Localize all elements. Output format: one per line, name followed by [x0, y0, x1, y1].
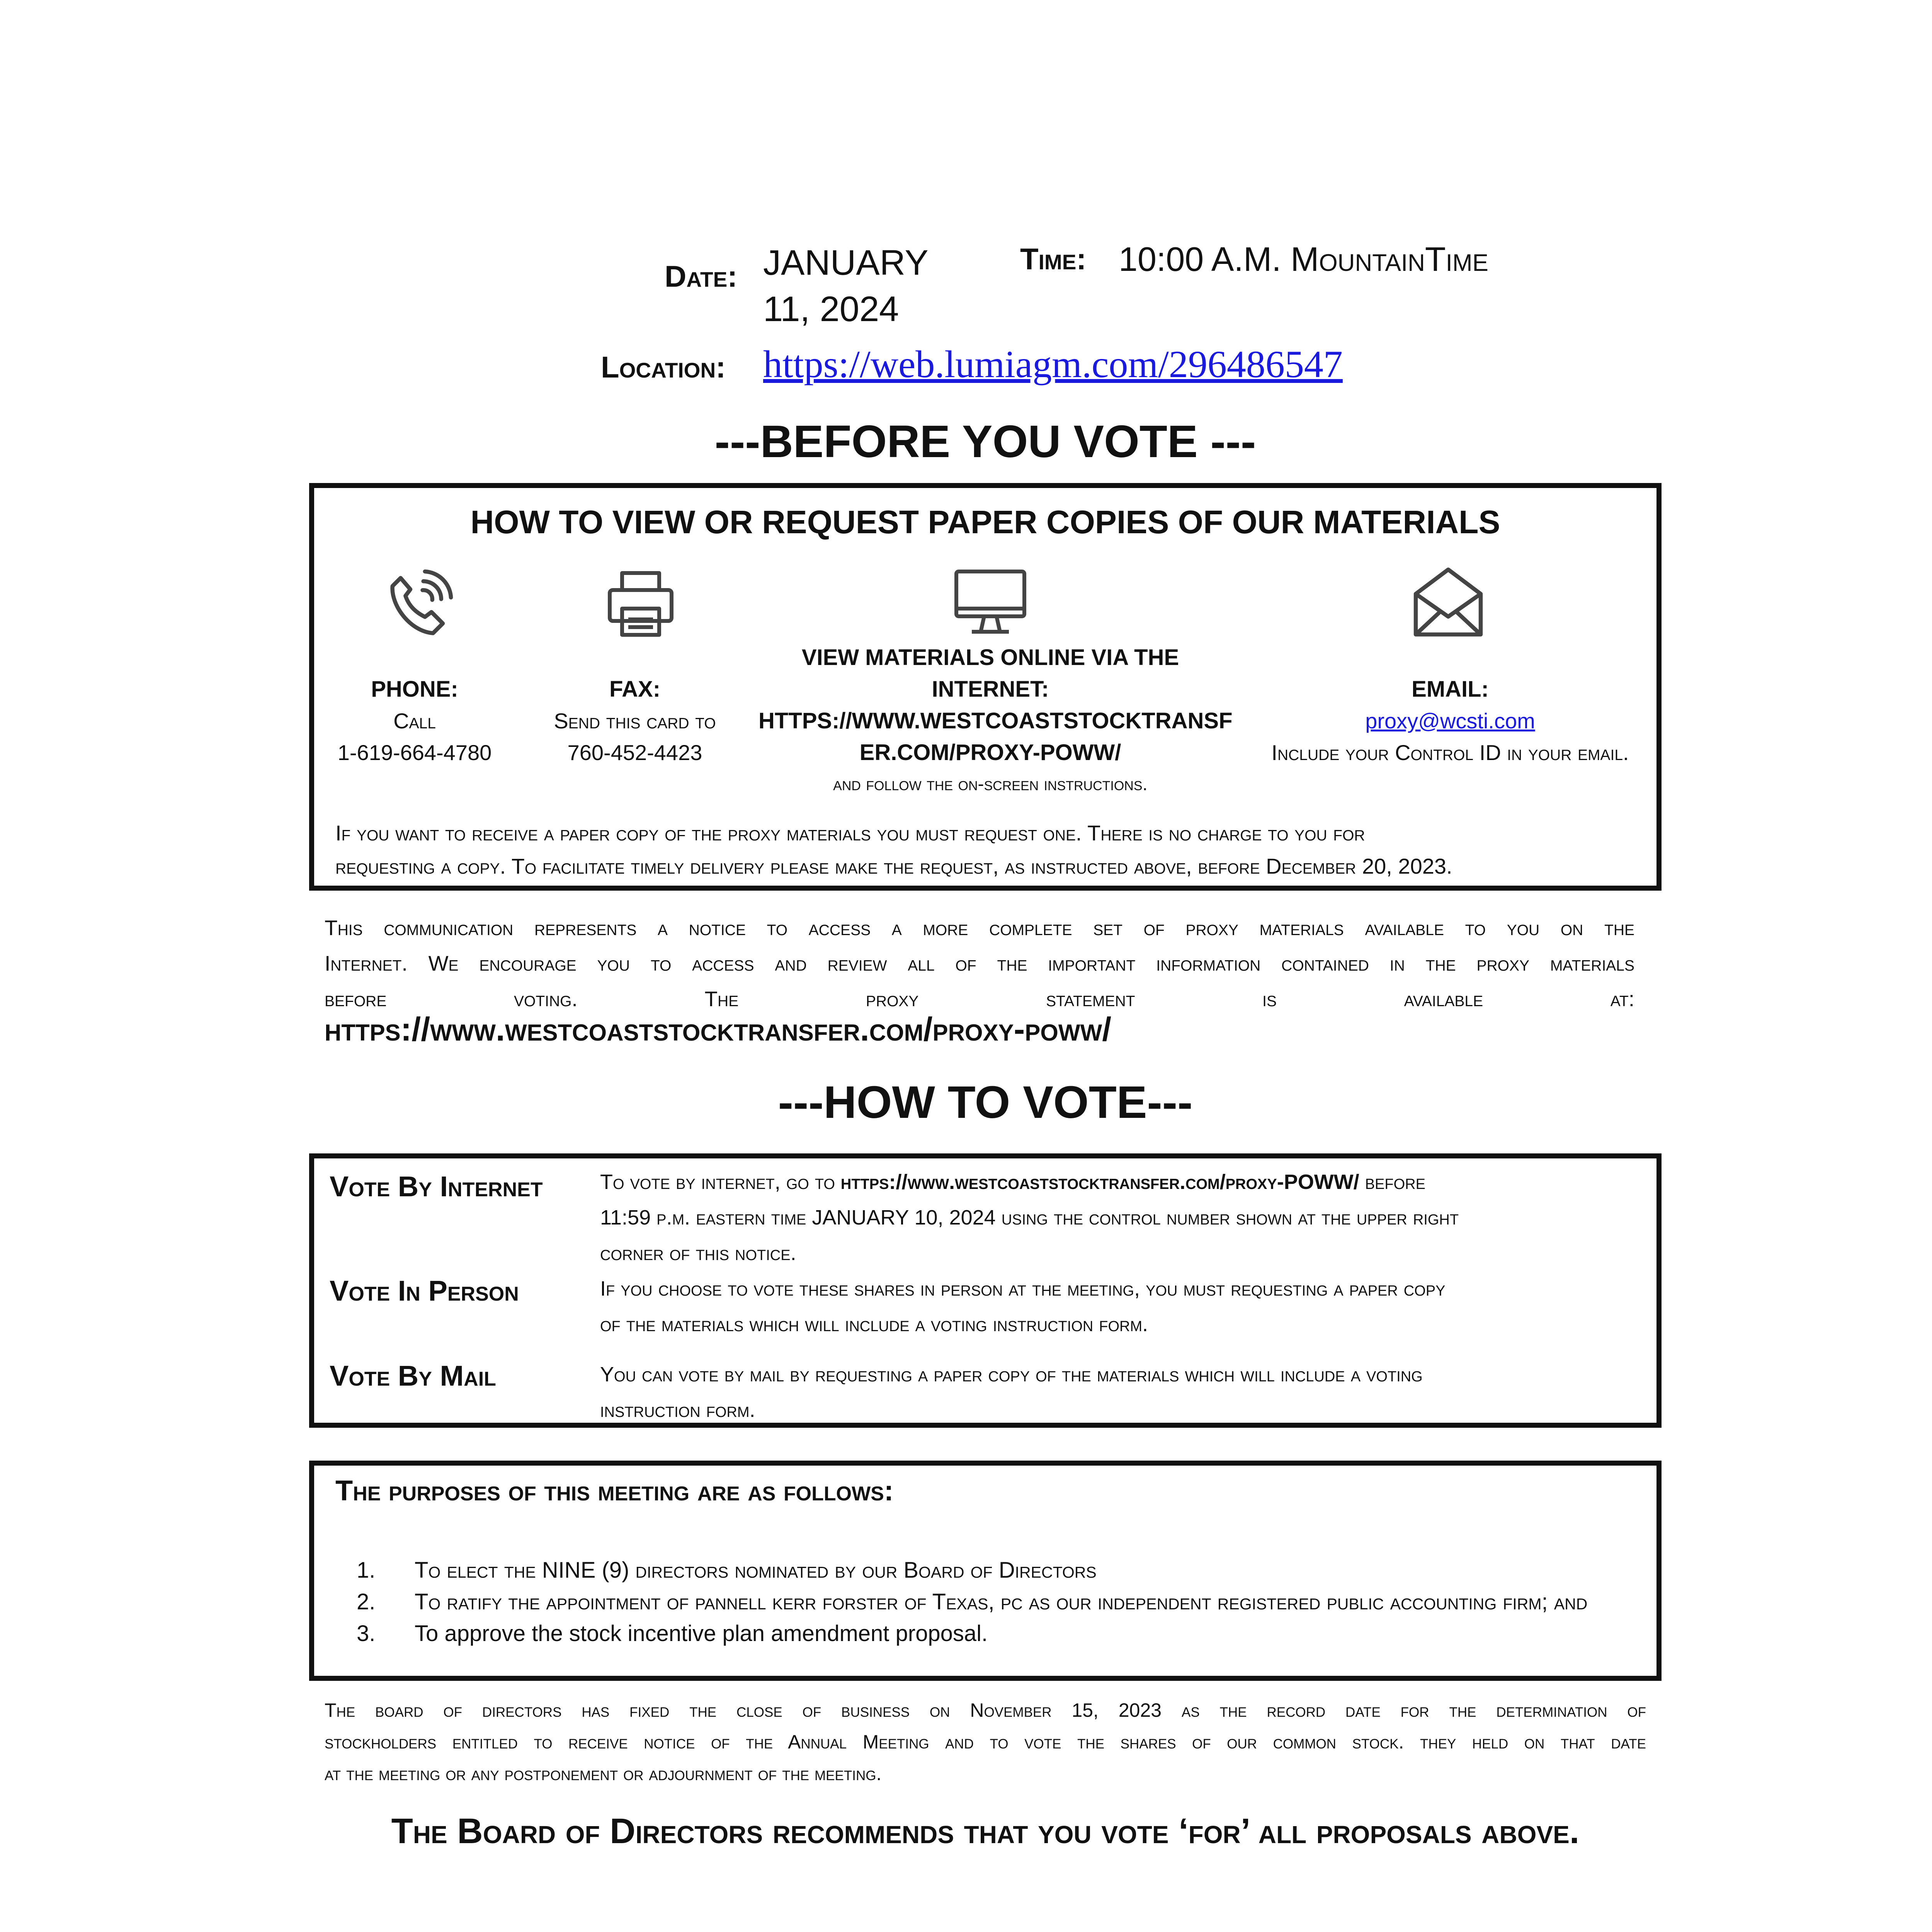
vote-internet-suffix: before: [1359, 1170, 1425, 1194]
vote-internet-label: Vote By Internet: [330, 1170, 543, 1202]
email-heading: EMAIL:: [1412, 677, 1489, 702]
vote-internet-url[interactable]: https://www.westcoaststocktransfer.com/proxy-POWW/: [840, 1170, 1359, 1194]
item-text: To ratify the appointment of pannell kerr forster of Texas, pc as our independent registered public accounting firm; and: [415, 1589, 1588, 1614]
how-to-vote-heading: ---HOW TO VOTE---: [778, 1077, 1193, 1128]
notice-url[interactable]: https://www.westcoaststocktransfer.com/proxy-poww/: [325, 1011, 1112, 1048]
list-item: [357, 1554, 1587, 1586]
vote-internet-prefix: To vote by internet, go to: [600, 1170, 841, 1194]
online-instructions: and follow the on-screen instructions.: [833, 774, 1148, 794]
vote-person-line2: of the materials which will include a voting instruction form.: [600, 1313, 1148, 1336]
board-recommendation: The Board of Directors recommends that you vote ‘for’ all proposals above.: [391, 1811, 1580, 1851]
phone-number: 1-619-664-4780: [337, 740, 492, 765]
materials-box-title: HOW TO VIEW OR REQUEST PAPER COPIES OF OUR MATERIALS: [470, 504, 1500, 540]
monitor-icon: [952, 565, 1029, 639]
purposes-box: [309, 1461, 1662, 1681]
vote-methods-box: [309, 1153, 1662, 1428]
vote-internet-line2: 11:59 p.m. eastern time JANUARY 10, 2024 using the control number shown at the upper right: [600, 1206, 1459, 1229]
vote-person-line1: If you choose to vote these shares in person at the meeting, you must requesting a paper copy: [600, 1277, 1446, 1300]
location-label: Location:: [601, 350, 726, 384]
phone-heading: PHONE:: [371, 677, 458, 702]
phone-icon: [378, 563, 459, 645]
time-label: Time:: [1020, 242, 1087, 276]
notice-line1: This communication represents a notice to access a more complete set of proxy materials available to you on the: [325, 916, 1634, 940]
date-label: Date:: [665, 259, 738, 293]
location-link[interactable]: https://web.lumiagm.com/296486547: [763, 343, 1343, 386]
item-number: 1.: [357, 1558, 376, 1583]
notice-line2: Internet. We encourage you to access and review all of the important information contained in the proxy materials: [325, 951, 1635, 975]
email-link[interactable]: proxy@wcsti.com: [1365, 709, 1535, 733]
online-url-1[interactable]: HTTPS://WWW.WESTCOASTSTOCKTRANSF: [759, 708, 1233, 733]
record-date-line3: at the meeting or any postponement or adjournment of the meeting.: [325, 1763, 882, 1784]
online-heading-2: INTERNET:: [932, 677, 1049, 702]
notice-line3: before voting. The proxy statement is available at:: [325, 987, 1634, 1011]
paper-note-line2: requesting a copy. To facilitate timely delivery please make the request, as instructed above, before December 20, 2023.: [335, 854, 1452, 878]
vote-mail-line2: instruction form.: [600, 1398, 755, 1422]
vote-person-label: Vote In Person: [330, 1275, 519, 1307]
phone-line1: Call: [393, 709, 436, 733]
record-date-line1: The board of directors has fixed the close of business on November 15, 2023 as the record date for the determination of: [325, 1699, 1646, 1721]
time-value: 10:00 A.M. MountainTime: [1119, 240, 1488, 278]
purposes-list: [357, 1554, 1587, 1650]
fax-number: 760-452-4423: [567, 740, 702, 765]
date-value: JANUARY 11, 2024: [763, 243, 928, 329]
purposes-title: The purposes of this meeting are as follows:: [335, 1475, 894, 1507]
vote-mail-line1: You can vote by mail by requesting a paper copy of the materials which will include a voting: [600, 1363, 1423, 1386]
item-text: To elect the NINE (9) directors nominated by our Board of Directors: [415, 1558, 1097, 1583]
list-item: [357, 1586, 1587, 1618]
list-item: [357, 1618, 1587, 1650]
vote-mail-label: Vote By Mail: [330, 1360, 496, 1392]
vote-internet-line3: corner of this notice.: [600, 1242, 796, 1265]
item-text: To approve the stock incentive plan amendment proposal.: [415, 1621, 988, 1646]
item-number: 3.: [357, 1621, 376, 1646]
record-date-line2: stockholders entitled to receive notice of the Annual Meeting and to vote the shares of our common stock. they held on that date: [325, 1731, 1646, 1753]
online-url-2[interactable]: ER.COM/PROXY-POWW/: [859, 740, 1121, 765]
online-heading-1: VIEW MATERIALS ONLINE VIA THE: [801, 645, 1179, 670]
printer-icon: [602, 565, 679, 643]
envelope-icon: [1408, 561, 1489, 643]
materials-box: [309, 483, 1662, 891]
email-instructions: Include your Control ID in your email.: [1271, 740, 1629, 765]
before-you-vote-heading: ---BEFORE YOU VOTE ---: [714, 416, 1256, 467]
fax-heading: FAX:: [609, 677, 661, 702]
fax-line1: Send this card to: [554, 709, 716, 733]
paper-note-line1: If you want to receive a paper copy of the proxy materials you must request one. There is no charge to you for: [335, 821, 1365, 845]
item-number: 2.: [357, 1589, 376, 1614]
